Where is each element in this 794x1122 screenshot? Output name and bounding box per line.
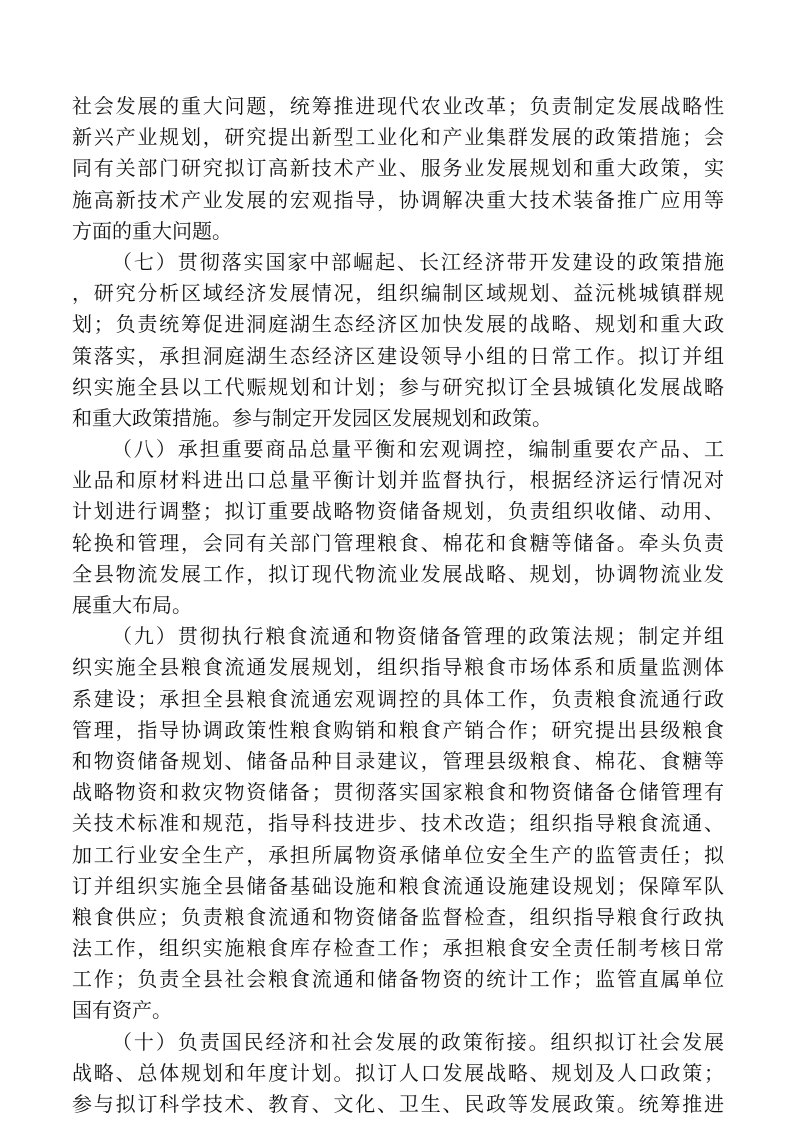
text-line: 战略物资和救灾物资储备；贯彻落实国家粮食和物资储备仓储管理有	[72, 780, 724, 805]
text-line: 参与拟订科学技术、教育、文化、卫生、民政等发展政策。统筹推进	[72, 1092, 724, 1116]
text-line: 管理，指导协调政策性粮食购销和粮食产销合作；研究提出县级粮食	[72, 717, 724, 742]
text-line: 策落实，承担洞庭湖生态经济区建设领导小组的日常工作。拟订并组	[72, 343, 724, 368]
text-line: 和物资储备规划、储备品种目录建议，管理县级粮食、棉花、食糖等	[72, 748, 724, 773]
text-line: 社会发展的重大问题，统筹推进现代农业改革；负责制定发展战略性	[72, 94, 724, 118]
text-line: 轮换和管理，会同有关部门管理粮食、棉花和食糖等储备。牵头负责	[72, 530, 724, 555]
text-line: 计划进行调整；拟订重要战略物资储备规划，负责组织收储、动用、	[72, 499, 724, 524]
text-line: 粮食供应；负责粮食流通和物资储备监督检查，组织指导粮食行政执	[72, 904, 724, 929]
text-line: 划；负责统筹促进洞庭湖生态经济区加快发展的战略、规划和重大政	[72, 312, 724, 337]
text-line: 法工作，组织实施粮食库存检查工作；承担粮食安全责任制考核日常	[72, 936, 724, 961]
text-line: （九）贯彻执行粮食流通和物资储备管理的政策法规；制定并组	[112, 624, 724, 649]
text-line: 全县物流发展工作，拟订现代物流业发展战略、规划，协调物流业发	[72, 561, 724, 586]
text-line: 业品和原材料进出口总量平衡计划并监督执行，根据经济运行情况对	[72, 468, 724, 493]
text-line: 工作；负责全县社会粮食流通和储备物资的统计工作；监管直属单位	[72, 967, 724, 992]
text-line: 加工行业安全生产，承担所属物资承储单位安全生产的监管责任；拟	[72, 842, 724, 867]
text-line: （十）负责国民经济和社会发展的政策衔接。组织拟订社会发展	[112, 1029, 724, 1054]
text-line: 织实施全县粮食流通发展规划，组织指导粮食市场体系和质量监测体	[72, 655, 724, 680]
text-line: 和重大政策措施。参与制定开发园区发展规划和政策。	[72, 405, 552, 430]
text-line: 施高新技术产业发展的宏观指导，协调解决重大技术装备推广应用等	[72, 187, 724, 212]
paragraph-item-8	[72, 434, 724, 621]
text-line: ，研究分析区域经济发展情况，组织编制区域规划、益沅桃城镇群规	[72, 281, 724, 306]
text-line: 订并组织实施全县储备基础设施和粮食流通设施建设规划；保障军队	[72, 873, 724, 898]
paragraph-item-9	[72, 621, 724, 1026]
document-body	[72, 91, 724, 1120]
text-line: 同有关部门研究拟订高新技术产业、服务业发展规划和重大政策，实	[72, 156, 724, 181]
paragraph-item-10	[72, 1027, 724, 1121]
text-line: 展重大布局。	[72, 593, 192, 617]
text-line: 织实施全县以工代赈规划和计划；参与研究拟订全县城镇化发展战略	[72, 374, 724, 399]
text-line: 系建设；承担全县粮食流通宏观调控的具体工作，负责粮食流通行政	[72, 686, 724, 711]
text-line: 国有资产。	[72, 998, 172, 1023]
text-line: 关技术标准和规范，指导科技进步、技术改造；组织指导粮食流通、	[72, 811, 724, 836]
paragraph-continued	[72, 91, 724, 247]
text-line: 方面的重大问题。	[72, 218, 232, 243]
text-line: （七）贯彻落实国家中部崛起、长江经济带开发建设的政策措施	[112, 249, 724, 274]
paragraph-item-7	[72, 247, 724, 434]
text-line: 战略、总体规划和年度计划。拟订人口发展战略、规划及人口政策；	[72, 1060, 724, 1085]
text-line: 新兴产业规划，研究提出新型工业化和产业集群发展的政策措施；会	[72, 125, 724, 150]
text-line: （八）承担重要商品总量平衡和宏观调控，编制重要农产品、工	[112, 437, 724, 462]
